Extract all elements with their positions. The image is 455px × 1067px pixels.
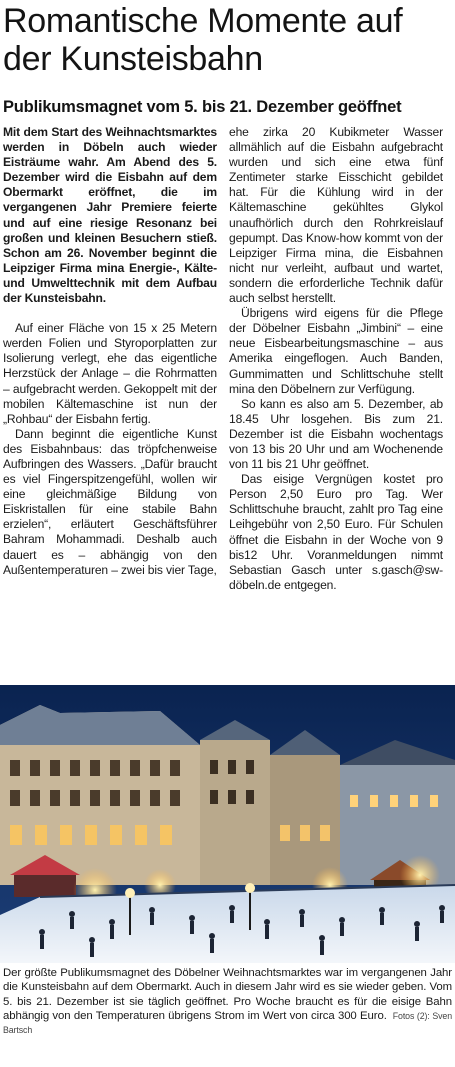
paragraph: ehe zirka 20 Kubikmeter Wasser allmählich auf die Eisbahn aufgebracht wurden und sich eine etwa fünf Zentimeter starke Eisschicht gebildet hat. Für die Kühlung wird in der Kältemaschine gekühltes Glykol unaufhörlich durch den Rohrkreislauf gepumpt. Das Know-how kommt von der Leipziger Firma mina, die Eisbahnen nicht nur verleiht, aufbaut und wartet, sondern die erforderliche Technik dafür auch selbst herstellt. bbox=[229, 125, 443, 306]
photo-caption bbox=[3, 966, 452, 1037]
text-column-left bbox=[3, 125, 217, 578]
article-lead: Mit dem Start des Weihnachtsmarktes werden in Döbeln auch wieder Eisträume wahr. Am Abend des 5. Dezember wird die Eisbahn auf dem Obermarkt eröffnet, die im vergangenen Jahr Premiere feierte und auf eine riesige Resonanz bei großen und kleinen Besuchern stieß. Schon am 26. November beginnt die Leipziger Firma mina Energie-, Kälte- und Umwelttechnik mit dem Aufbau der Kunsteisbahn. bbox=[3, 125, 217, 306]
paragraph: Auf einer Fläche von 15 x 25 Metern werden Folien und Styroporplatten zur Isolierung verlegt, ehe das eigentliche Herzstück der Anlage – die Rohrmatten – aufgebracht werden. Gekoppelt mit der mobilen Kältemaschine ist nun der „Rohbau“ der Eisbahn fertig. bbox=[3, 321, 217, 426]
photo-credit: Fotos (2): Sven Bartsch bbox=[3, 1010, 452, 1036]
ice-rink-photo bbox=[0, 685, 455, 963]
article-subheadline: Publikumsmagnet vom 5. bis 21. Dezember geöffnet bbox=[3, 98, 402, 116]
ice-rink-illustration bbox=[0, 685, 455, 963]
caption-text: Der größte Publikumsmagnet des Döbelner Weihnachtsmarktes war im vergangenen Jahr die Kunsteisbahn auf dem Obermarkt. Auch in diesem Jahr wird es sie wieder geben. Vom 5. bis 21. Dezember ist sie täglich geöffnet. Pro Woche braucht es für die eisige Bahn abhängig von den Temperaturen übrigens Strom im Wert von circa 300 Euro. bbox=[3, 967, 452, 1022]
text-column-right bbox=[229, 125, 443, 593]
paragraph: Das eisige Vergnügen kostet pro Person 2,50 Euro pro Tag. Wer Schlittschuhe braucht, zahlt pro Tag eine Leihgebühr von 2,50 Euro. Für Schulen öffnet die Eisbahn in der Woche von 9 bis12 Uhr. Voranmeldungen nimmt Sebastian Gasch unter s.gasch@sw-döbeln.de entgegen. bbox=[229, 472, 443, 592]
article-headline: Romantische Momente auf der Kunsteisbahn bbox=[3, 2, 403, 78]
paragraph: So kann es also am 5. Dezember, ab 18.45 Uhr losgehen. Bis zum 21. Dezember ist die Eisbahn wochentags von 13 bis 20 Uhr und am Wochenende von 11 bis 21 Uhr geöffnet. bbox=[229, 396, 443, 472]
paragraph: Dann beginnt die eigentliche Kunst des Eisbahnbaus: das tröpfchenweise Aufbringen des Wassers. „Dafür braucht es viel Fingerspitzengefühl, wollen wir eine gleichmäßige Bildung von Eiskristallen für eine stabile Bahn erzielen“, erläutert Geschäftsführer Bahram Mohammadi. Deshalb auch dauert es – abhängig von den Außentemperaturen – zwei bis vier Tage, bbox=[3, 426, 217, 577]
paragraph: Übrigens wird eigens für die Pflege der Döbelner Eisbahn „Jimbini“ – eine neue Eisbearbeitungsmaschine – aus Amerika eingeflogen. Auch Banden, Gummimatten und Schlittschuhe stellt mina den Döbelnern zur Verfügung. bbox=[229, 306, 443, 396]
